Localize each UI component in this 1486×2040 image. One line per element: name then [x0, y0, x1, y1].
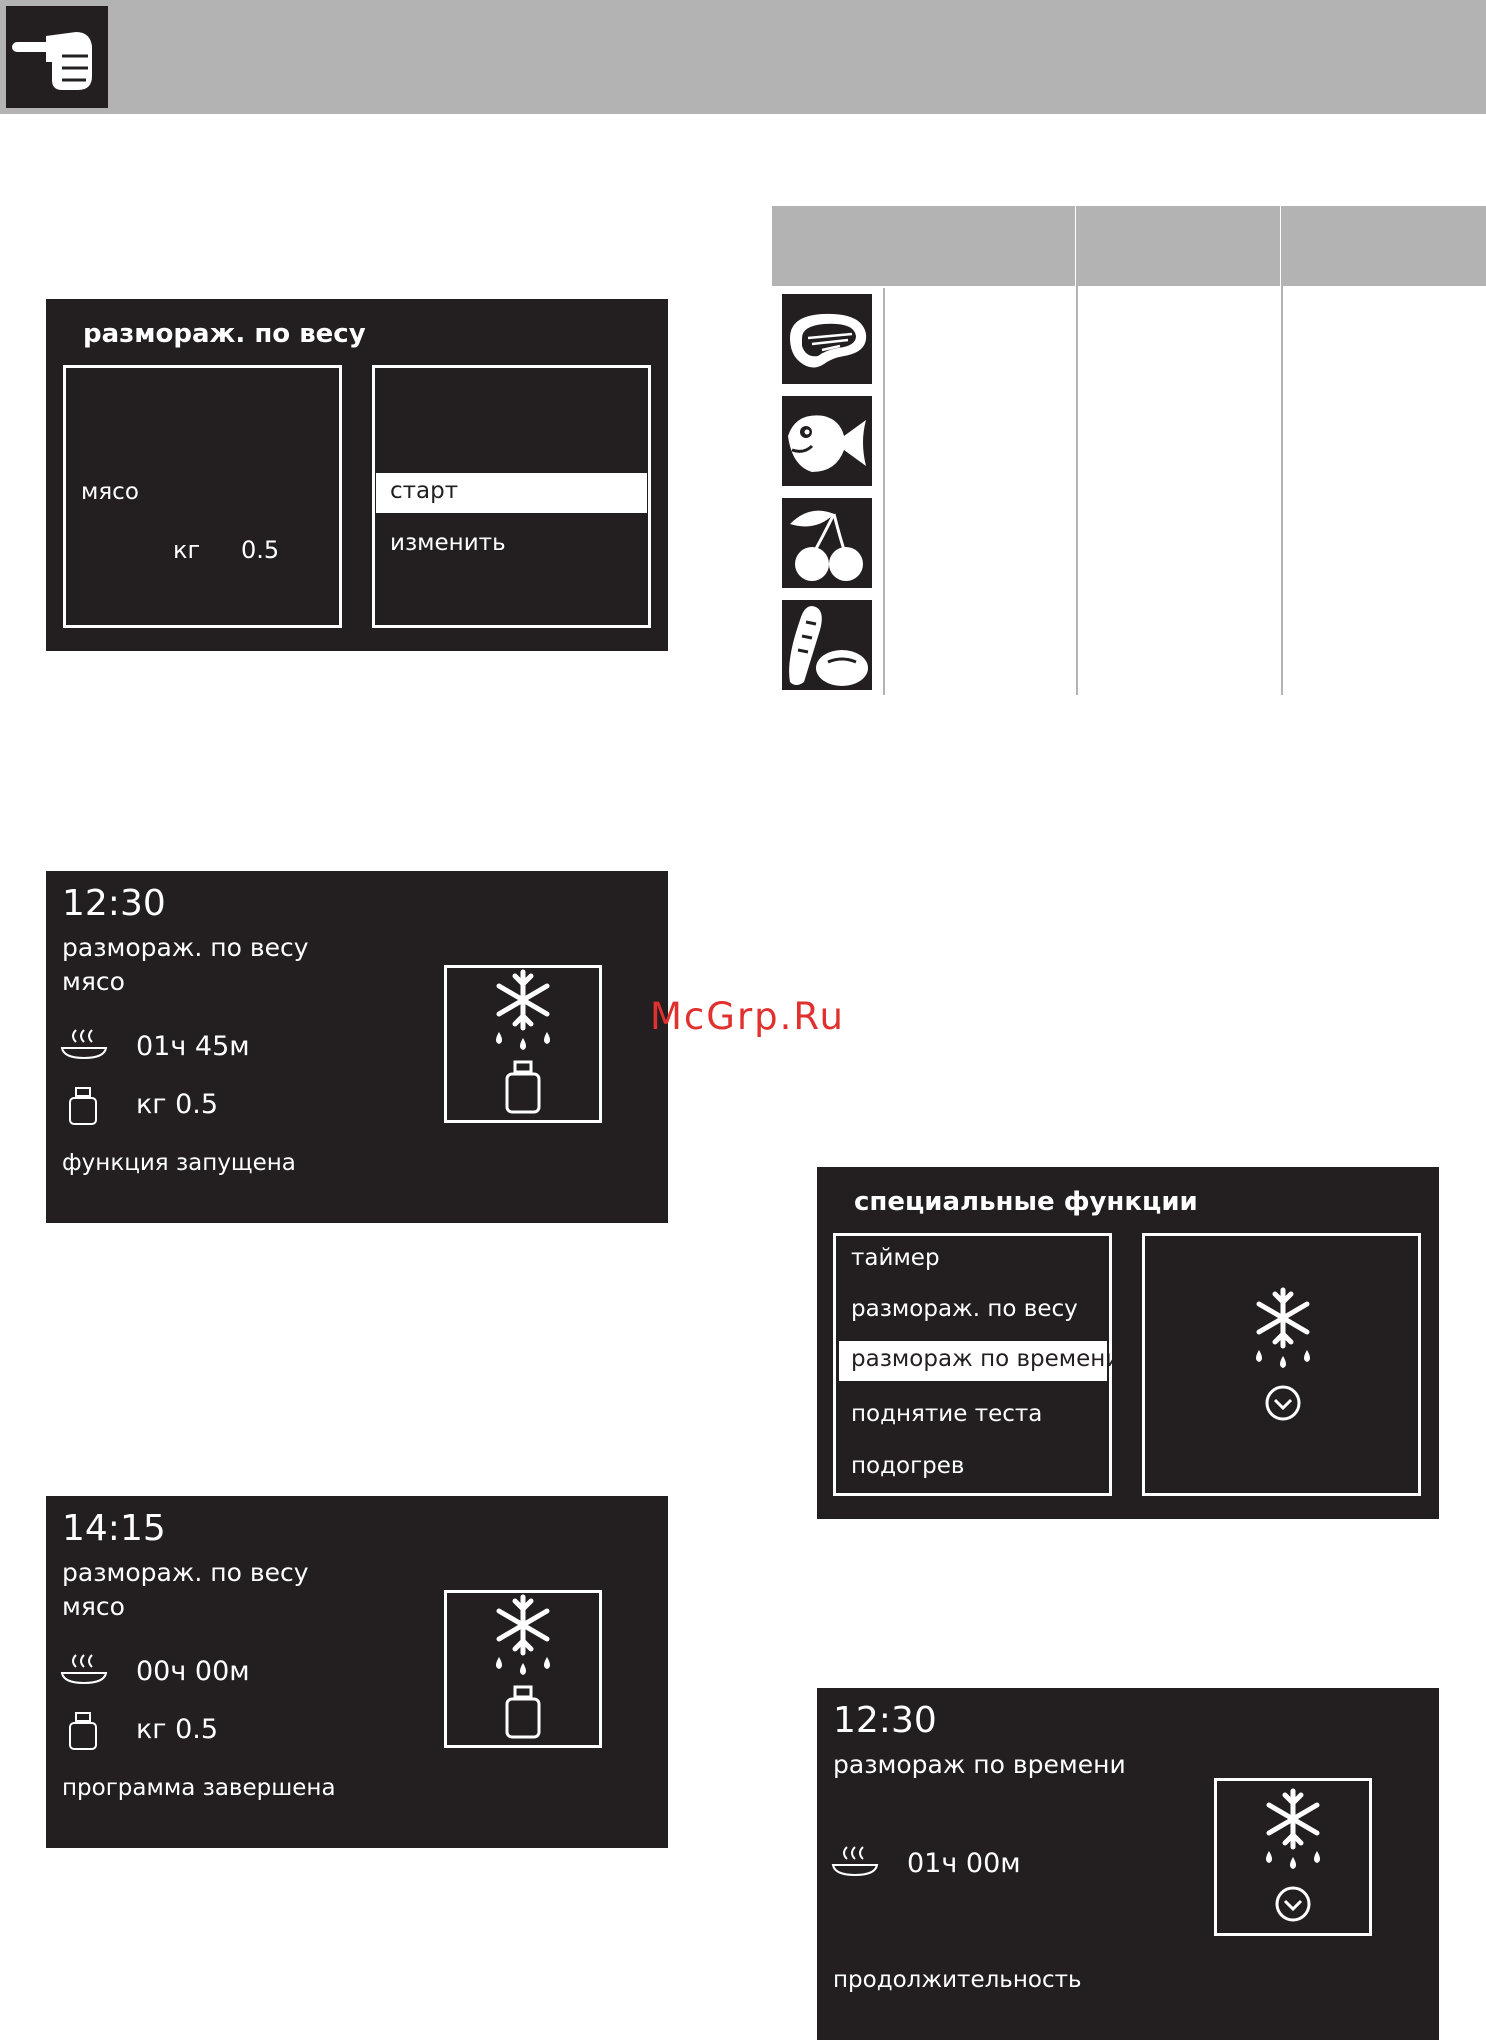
- function-list-panel: [833, 1233, 1121, 1496]
- defrost-function-icon-box: [444, 965, 602, 1123]
- remaining-duration: 00ч 00м: [136, 1656, 250, 1687]
- status-text: функция запущена: [62, 1150, 296, 1176]
- weight-icon: [68, 1086, 98, 1130]
- screen-title: размораж. по весу: [83, 319, 366, 349]
- function-name: размораж по времени: [833, 1750, 1126, 1779]
- screen-title: специальные функции: [854, 1187, 1198, 1217]
- pointing-hand-icon: [6, 6, 108, 108]
- action-menu-panel: [372, 365, 651, 628]
- clock-time: 12:30: [833, 1700, 937, 1741]
- header-bar: [0, 0, 1486, 114]
- table-header-col-1: [772, 206, 1075, 286]
- bread-icon: [782, 600, 872, 690]
- menu-item-change[interactable]: изменить: [390, 530, 506, 556]
- menu-item-start[interactable]: старт: [376, 473, 647, 513]
- defrost-weight-screen: [46, 299, 668, 651]
- function-preview-panel: [1142, 1233, 1421, 1496]
- remaining-duration: 01ч 45м: [136, 1031, 250, 1062]
- food-name: мясо: [62, 967, 125, 996]
- function-name: размораж. по весу: [62, 933, 309, 962]
- table-divider: [1076, 206, 1078, 695]
- defrost-function-icon-box: [1214, 1778, 1372, 1936]
- menu-item-defrost-weight[interactable]: размораж. по весу: [851, 1296, 1078, 1322]
- snowflake-clock-icon: [1215, 1286, 1351, 1436]
- status-text: программа завершена: [62, 1775, 336, 1801]
- defrost-running-screen: [46, 871, 668, 1223]
- food-name: мясо: [62, 1592, 125, 1621]
- clock-time: 12:30: [62, 883, 166, 924]
- status-text: продолжительность: [833, 1967, 1082, 1993]
- clock-time: 14:15: [62, 1508, 166, 1549]
- meat-icon: [782, 294, 872, 384]
- weight-readout: кг 0.5: [136, 1089, 219, 1120]
- snowflake-clock-icon: [1217, 1781, 1369, 1933]
- defrost-function-icon-box: [444, 1590, 602, 1748]
- menu-item-timer[interactable]: таймер: [851, 1245, 940, 1271]
- snowflake-weight-icon: [447, 968, 599, 1120]
- fruit-icon: [782, 498, 872, 588]
- weight-readout: кг 0.5: [136, 1714, 219, 1745]
- special-functions-screen: [817, 1167, 1439, 1519]
- weight-unit: кг: [173, 536, 201, 564]
- menu-item-dough-proving[interactable]: поднятие теста: [851, 1401, 1043, 1427]
- food-selection-panel: [63, 365, 342, 628]
- weight-value: 0.5: [241, 536, 280, 564]
- snowflake-weight-icon: [447, 1593, 599, 1745]
- menu-item-warming[interactable]: подогрев: [851, 1453, 965, 1479]
- watermark: McGrp.Ru: [650, 995, 845, 1038]
- table-header-col-3: [1283, 206, 1486, 286]
- set-duration: 01ч 00м: [907, 1848, 1021, 1879]
- cooking-dish-icon: [831, 1843, 879, 1883]
- cooking-dish-icon: [60, 1026, 108, 1066]
- table-divider: [883, 288, 885, 695]
- defrost-time-screen: [817, 1688, 1439, 2040]
- menu-item-defrost-time[interactable]: размораж по времени: [839, 1341, 1107, 1381]
- table-header-col-2: [1078, 206, 1280, 286]
- weight-icon: [68, 1711, 98, 1755]
- function-name: размораж. по весу: [62, 1558, 309, 1587]
- defrost-finished-screen: [46, 1496, 668, 1848]
- fish-icon: [782, 396, 872, 486]
- table-divider: [1281, 206, 1283, 695]
- cooking-dish-icon: [60, 1651, 108, 1691]
- food-label: мясо: [81, 479, 139, 505]
